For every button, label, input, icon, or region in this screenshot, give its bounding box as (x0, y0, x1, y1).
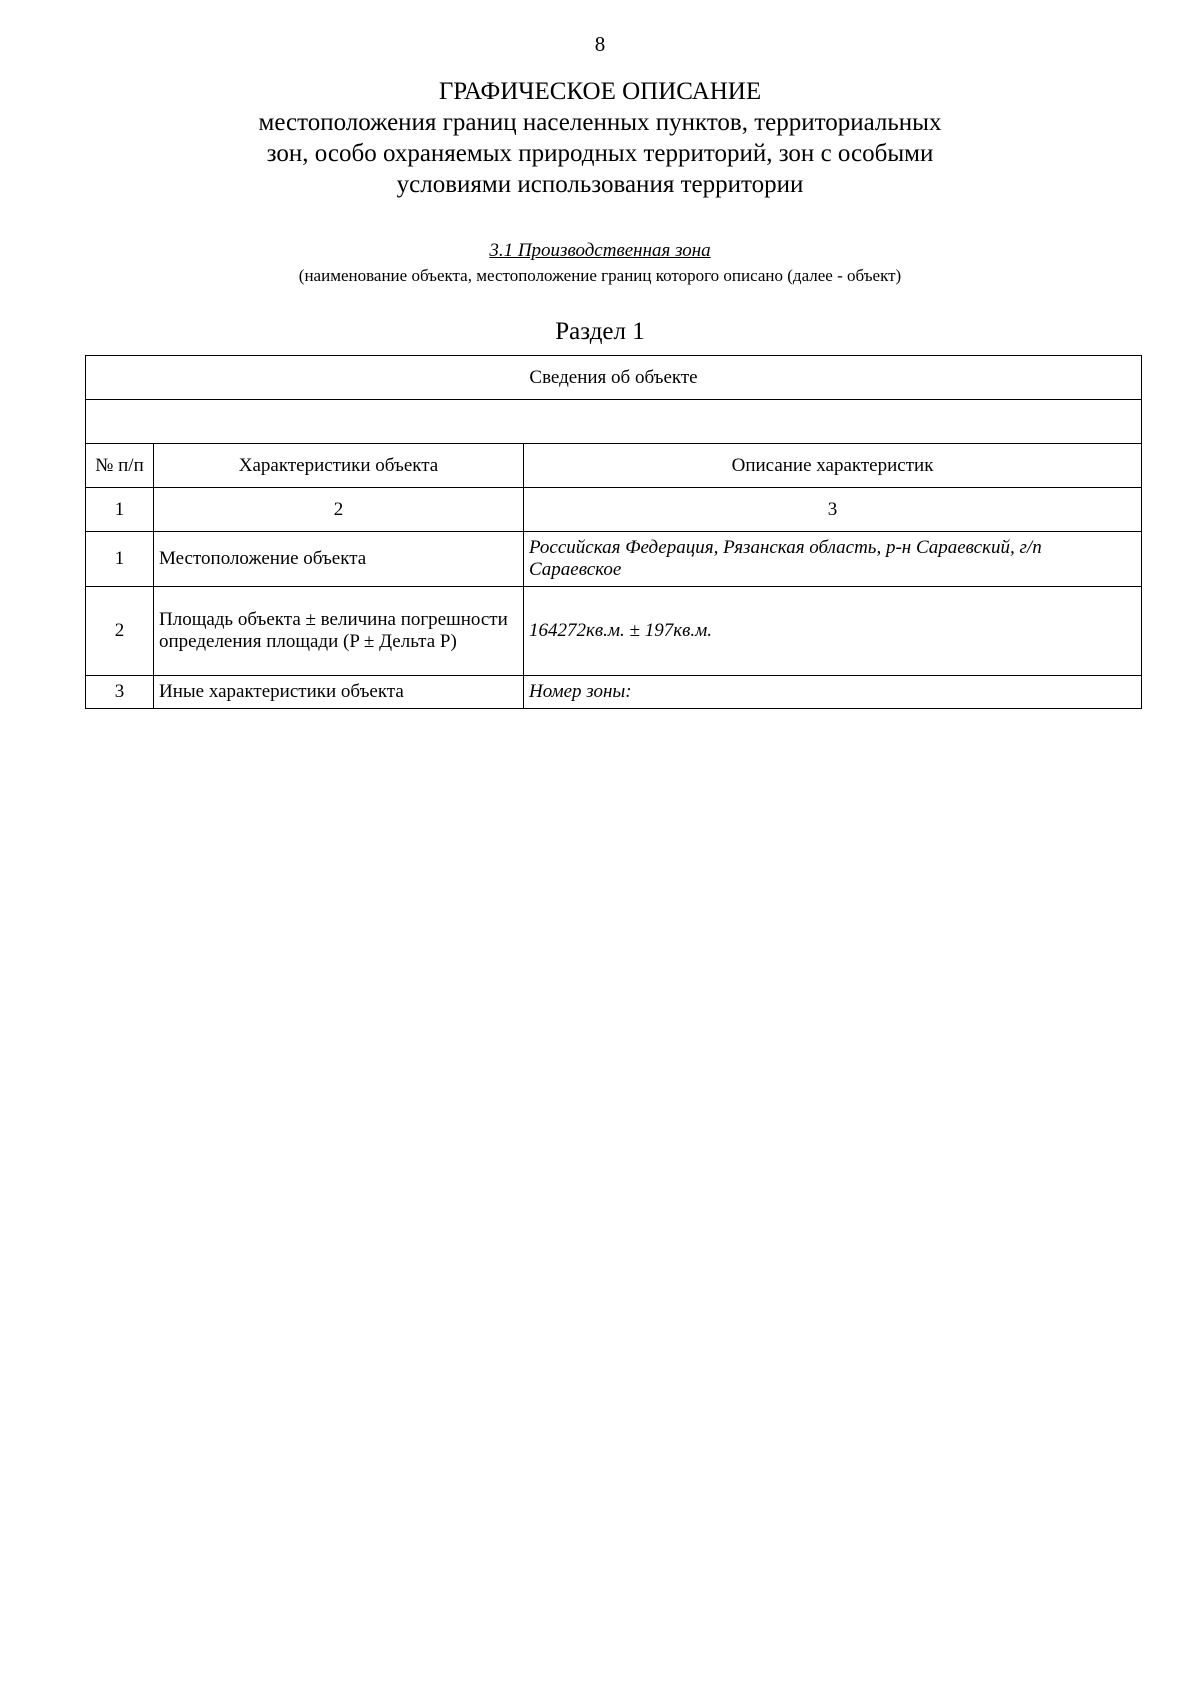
column-number-2: 2 (154, 488, 524, 532)
row-description: 164272кв.м. ± 197кв.м. (524, 587, 1142, 676)
column-number-3: 3 (524, 488, 1142, 532)
column-header-description: Описание характеристик (524, 444, 1142, 488)
table-header-row (86, 356, 1142, 400)
title-line-3: зон, особо охраняемых природных территорий, зон с особыми (266, 140, 934, 167)
table-row (86, 676, 1142, 709)
title-line-4: условиями использования территории (396, 171, 804, 198)
column-number-1: 1 (86, 488, 154, 532)
row-num: 3 (86, 676, 154, 709)
row-description: Номер зоны: (524, 676, 1142, 709)
section-title: Раздел 1 (555, 318, 645, 345)
column-header-characteristic: Характеристики объекта (154, 444, 524, 488)
table-header: Сведения об объекте (86, 356, 1142, 400)
row-characteristic: Площадь объекта ± величина погрешности определения площади (P ± Дельта P) (154, 587, 524, 676)
page-number: 8 (594, 32, 606, 56)
table-empty-cell (86, 400, 1142, 444)
row-characteristic: Местоположение объекта (154, 532, 524, 587)
object-name (0, 240, 1200, 262)
object-name-caption: (наименование объекта, местоположение границ которого описано (далее - объект) (298, 266, 902, 285)
table-row (86, 587, 1142, 676)
title-line-1: ГРАФИЧЕСКОЕ ОПИСАНИЕ (438, 78, 762, 105)
document-title (0, 76, 1200, 200)
column-header-num: № п/п (86, 444, 154, 488)
table-empty-row (86, 400, 1142, 444)
table-column-numbers (86, 488, 1142, 532)
row-characteristic: Иные характеристики объекта (154, 676, 524, 709)
table-column-headers (86, 444, 1142, 488)
title-line-2: местоположения границ населенных пунктов, территориальных (258, 109, 942, 136)
row-num: 2 (86, 587, 154, 676)
row-description: Российская Федерация, Рязанская область, р-н Сараевский, г/п Сараевское (524, 532, 1142, 587)
row-num: 1 (86, 532, 154, 587)
table-row (86, 532, 1142, 587)
object-info-table (85, 355, 1142, 709)
object-name-text: 3.1 Производственная зона (489, 240, 711, 261)
